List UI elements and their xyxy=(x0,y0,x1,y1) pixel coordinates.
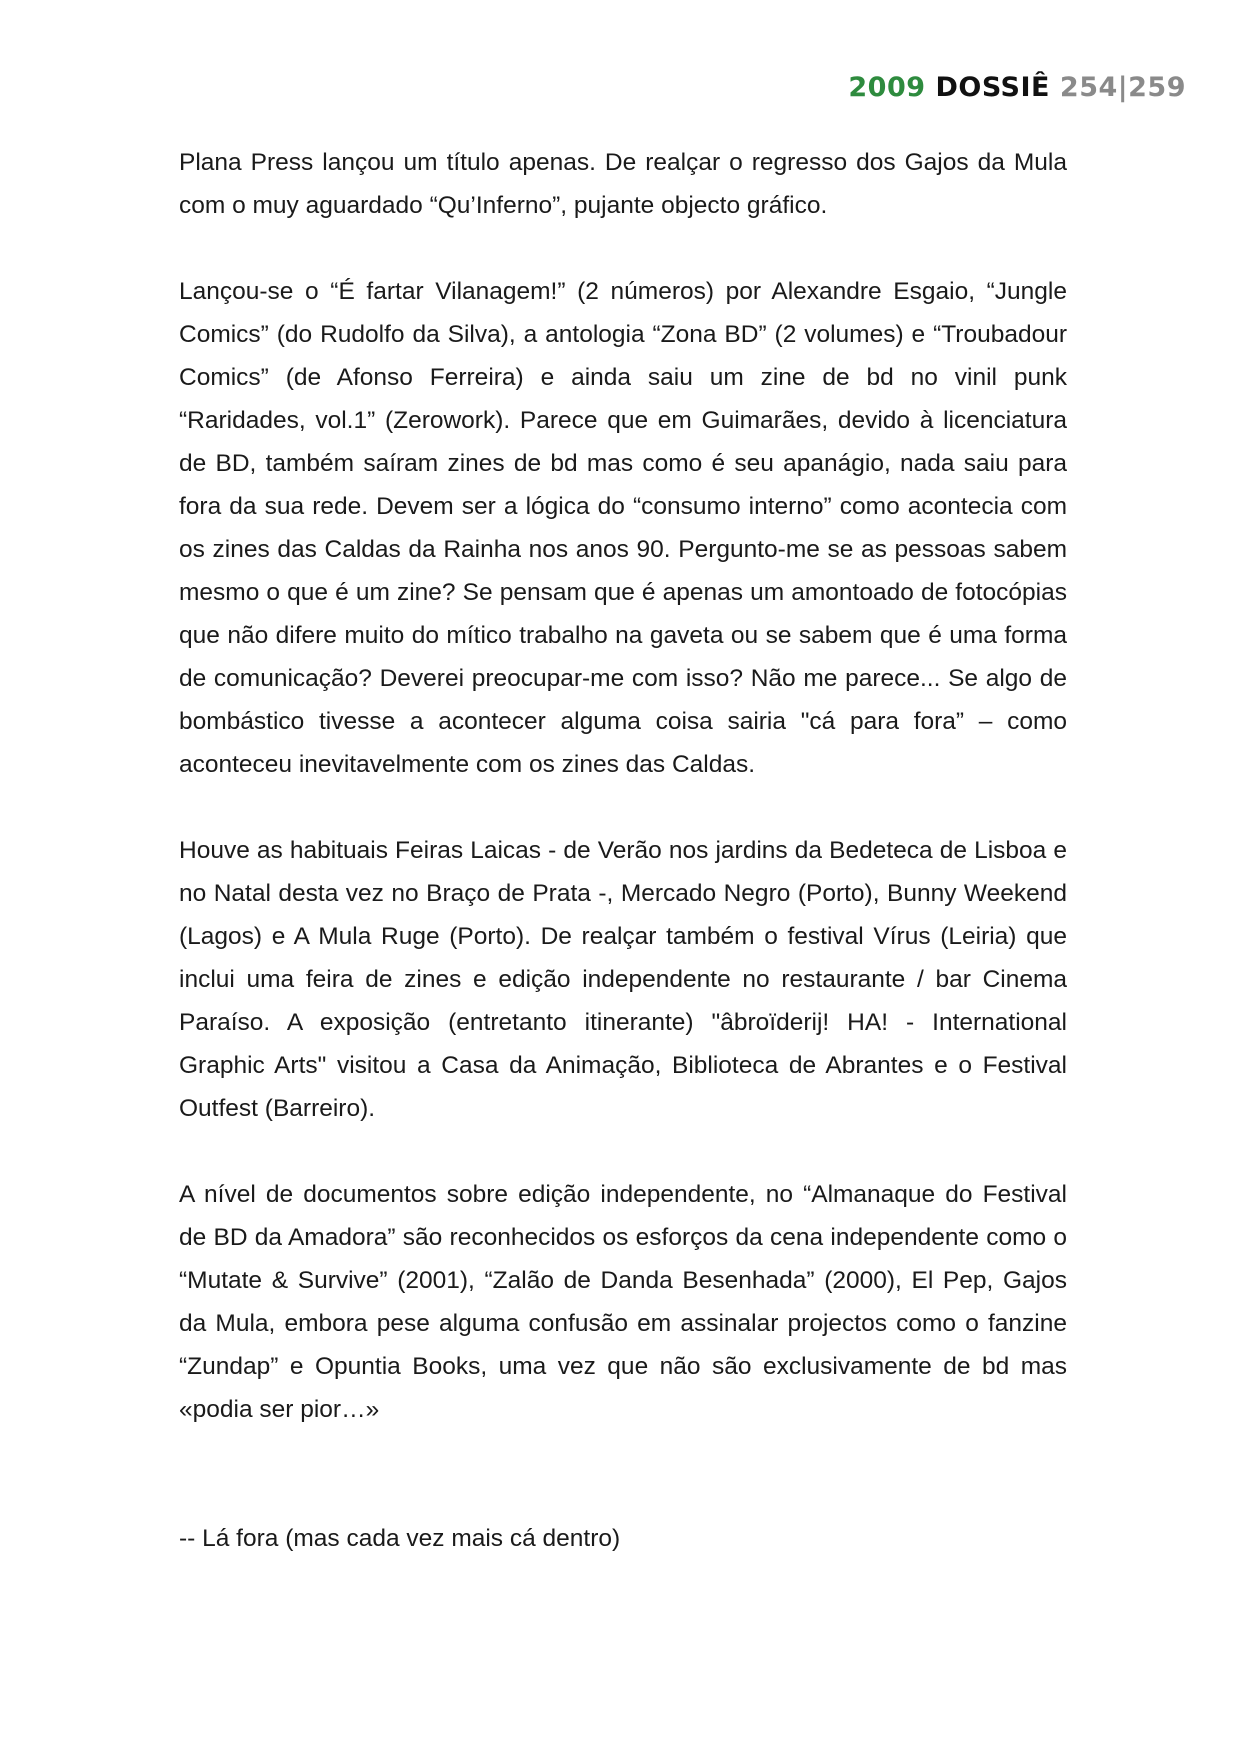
section-heading: -- Lá fora (mas cada vez mais cá dentro) xyxy=(179,1525,621,1552)
paragraph-zines: Lançou-se o “É fartar Vilanagem!” (2 números) por Alexandre Esgaio, “Jungle Comics” (do Rudolfo da Silva), a antologia “Zona BD” (2 volumes) e “Troubadour Comics” (de Afonso Ferreira) e ainda saiu um zine de bd no vinil punk “Raridades, vol.1” (Zerowork). Parece que em Guimarães, devido à licenciatura de BD, também saíram zines de bd mas como é seu apanágio, nada saiu para fora da sua rede. Devem ser a lógica do “consumo interno” como acontecia com os zines das Caldas da Rainha nos anos 90. Pergunto-me se as pessoas sabem mesmo o que é um zine? Se pensam que é apenas um amontoado de fotocópias que não difere muito do mítico trabalho na gaveta ou se sabem que é uma forma de comunicação? Deverei preocupar-me com isso? Não me parece... Se algo de bombástico tivesse a acontecer alguma coisa sairia "cá para fora” – como aconteceu inevitavelmente com os zines das Caldas. xyxy=(179,278,1067,778)
header-title: DOSSIÊ xyxy=(935,72,1050,103)
paragraph-documentos: A nível de documentos sobre edição independente, no “Almanaque do Festival de BD da Amadora” são reconhecidos os esforços da cena independente como o “Mutate & Survive” (2001), “Zalão de Danda Besenhada” (2000), El Pep, Gajos da Mula, embora pese alguma confusão em assinalar projectos como o fanzine “Zundap” e Opuntia Books, uma vez que não são exclusivamente de bd mas «podia ser pior…» xyxy=(179,1181,1067,1423)
page-header xyxy=(848,72,1186,103)
document-body xyxy=(179,141,1067,1560)
header-page-numbers: 254|259 xyxy=(1059,72,1186,103)
paragraph-plana-press: Plana Press lançou um título apenas. De realçar o regresso dos Gajos da Mula com o muy aguardado “Qu’Inferno”, pujante objecto gráfico. xyxy=(179,149,1067,219)
header-year: 2009 xyxy=(848,72,926,103)
paragraph-feiras: Houve as habituais Feiras Laicas - de Verão nos jardins da Bedeteca de Lisboa e no Natal desta vez no Braço de Prata -, Mercado Negro (Porto), Bunny Weekend (Lagos) e A Mula Ruge (Porto). De realçar também o festival Vírus (Leiria) que inclui uma feira de zines e edição independente no restaurante / bar Cinema Paraíso. A exposição (entretanto itinerante) "âbroïderij! HA! - International Graphic Arts" visitou a Casa da Animação, Biblioteca de Abrantes e o Festival Outfest (Barreiro). xyxy=(179,837,1067,1122)
